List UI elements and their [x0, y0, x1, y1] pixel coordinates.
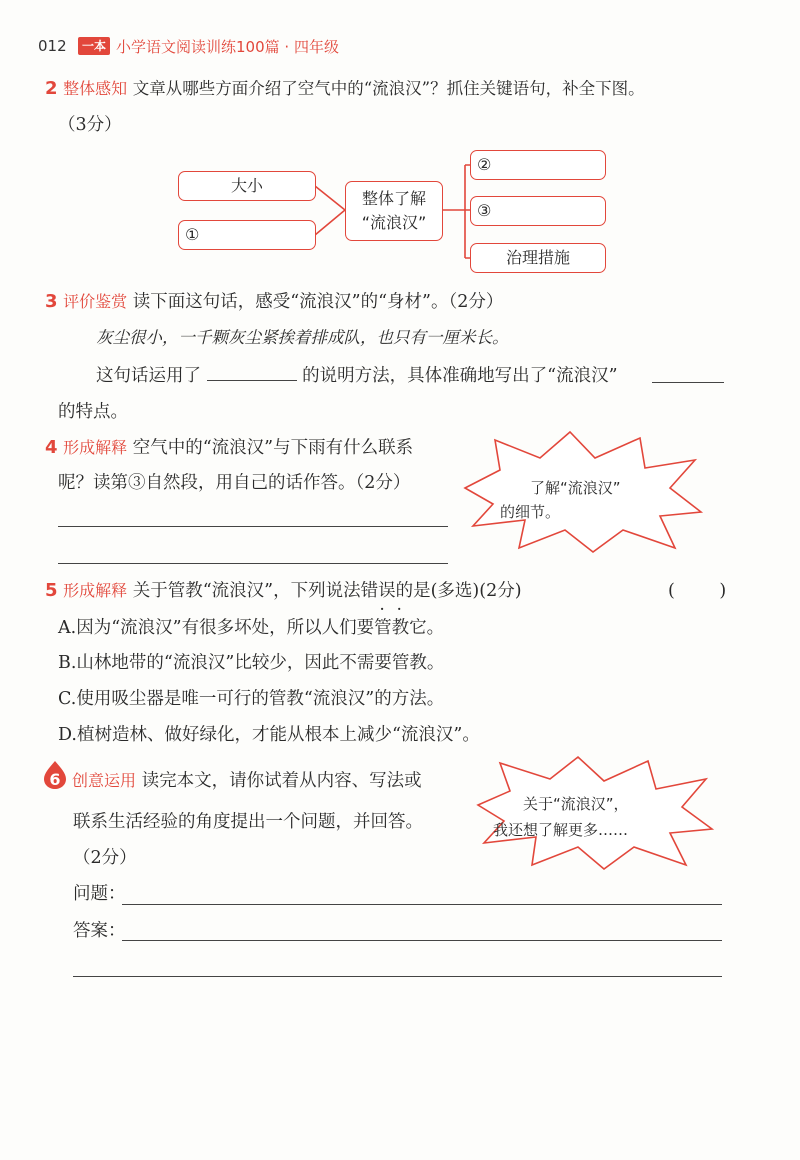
- q5-option-c[interactable]: C.使用吸尘器是唯一可行的管教“流浪汉”的方法。: [58, 689, 445, 709]
- q4-answer-line-2[interactable]: [58, 563, 448, 564]
- diagram-left-bottom-label: ①: [185, 225, 200, 244]
- brand-text: 一本: [81, 39, 106, 53]
- q4-bubble-line2: 的细节。: [500, 503, 561, 521]
- q6-bubble-text: [493, 791, 629, 843]
- q6-heading: [72, 767, 422, 795]
- q2-number: 2: [45, 78, 58, 99]
- q4-bubble-text: [500, 476, 621, 524]
- q3-heading: [45, 288, 503, 316]
- diagram-right-top-box[interactable]: [470, 150, 606, 180]
- q3-tag: 评价鉴赏: [63, 292, 128, 311]
- q2-diagram-connectors: [0, 0, 800, 300]
- q4-tag: 形成解释: [63, 438, 128, 457]
- q5-option-b[interactable]: B.山林地带的“流浪汉”比较少，因此不需要管教。: [58, 653, 445, 673]
- q3-blank-2[interactable]: [652, 382, 724, 383]
- q3-fill-line: [96, 362, 618, 390]
- emphasis-dots: ··: [380, 602, 415, 616]
- diagram-right-middle-box[interactable]: [470, 196, 606, 226]
- q6-line2: 联系生活经验的角度提出一个问题，并回答。: [73, 812, 423, 832]
- q6-score: （2分）: [73, 848, 137, 868]
- diagram-right-middle-label: ③: [477, 201, 492, 220]
- q6-answer-label: 答案：: [73, 921, 126, 941]
- q6-number: 6: [49, 770, 61, 789]
- diagram-center-box: [345, 181, 443, 241]
- q4-number: 4: [45, 437, 58, 458]
- q4-line1: 空气中的“流浪汉”与下雨有什么联系: [132, 438, 414, 458]
- diagram-center-line1: 整体了解: [361, 189, 426, 208]
- q5-tag: 形成解释: [63, 581, 128, 600]
- q6-bubble-line1: 关于“流浪汉”，: [523, 795, 629, 813]
- q6-tag: 创意运用: [72, 771, 137, 790]
- diagram-right-bottom-label: 治理措施: [505, 248, 570, 267]
- q4-heading: [45, 434, 413, 462]
- q6-question-line[interactable]: [122, 904, 722, 905]
- q3-number: 3: [45, 291, 58, 312]
- q6-question-label: 问题：: [73, 884, 126, 904]
- q5-option-a[interactable]: A.因为“流浪汉”有很多坏处，所以人们要管教它。: [58, 618, 445, 638]
- q5-text: 关于管教“流浪汉”，下列说法错误的是(多选)(2分): [132, 581, 522, 601]
- diagram-left-bottom-box[interactable]: [178, 220, 316, 250]
- title-dot: ·: [279, 38, 294, 56]
- q6-answer-line-1[interactable]: [122, 940, 722, 941]
- q5-option-d[interactable]: D.植树造林、做好绿化，才能从根本上减少“流浪汉”。: [58, 725, 480, 745]
- diagram-left-top-label: 大小: [230, 176, 263, 195]
- q2-tag: 整体感知: [63, 79, 128, 98]
- diagram-left-top-box: [178, 171, 316, 201]
- q3-quote: 灰尘很小，一千颗灰尘紧挨着排成队，也只有一厘米长。: [96, 328, 509, 347]
- q3-text: 读下面这句话，感受“流浪汉”的“身材”。（2分）: [132, 292, 504, 312]
- q3-fill-part3: 的特点。: [58, 402, 128, 422]
- book-title-text: 小学语文阅读训练100篇: [116, 38, 280, 56]
- q3-fill-part1: 这句话运用了: [96, 366, 201, 386]
- diagram-right-bottom-box: [470, 243, 606, 273]
- q4-line2: 呢？读第③自然段，用自己的话作答。（2分）: [58, 473, 411, 493]
- q4-bubble-line1: 了解“流浪汉”: [530, 479, 621, 497]
- q2-score: （3分）: [58, 115, 122, 135]
- q5-number: 5: [45, 580, 58, 601]
- q5-heading: [45, 577, 522, 605]
- q6-line1: 读完本文，请你试着从内容、写法或: [141, 771, 422, 791]
- q3-fill-part2: 的说明方法，具体准确地写出了“流浪汉”: [302, 366, 618, 386]
- q6-bubble-line2: 我还想了解更多……: [493, 821, 629, 839]
- page-number: 012: [38, 37, 67, 55]
- q3-blank-1[interactable]: [207, 362, 297, 381]
- q5-answer-paren[interactable]: ( ): [668, 581, 727, 601]
- q6-answer-line-2[interactable]: [73, 976, 722, 977]
- diagram-center-line2: “流浪汉”: [361, 213, 427, 232]
- q4-answer-line-1[interactable]: [58, 526, 448, 527]
- diagram-right-top-label: ②: [477, 155, 492, 174]
- grade-text: 四年级: [293, 38, 339, 56]
- q2-text: 文章从哪些方面介绍了空气中的“流浪汉”？抓住关键语句，补全下图。: [132, 79, 645, 98]
